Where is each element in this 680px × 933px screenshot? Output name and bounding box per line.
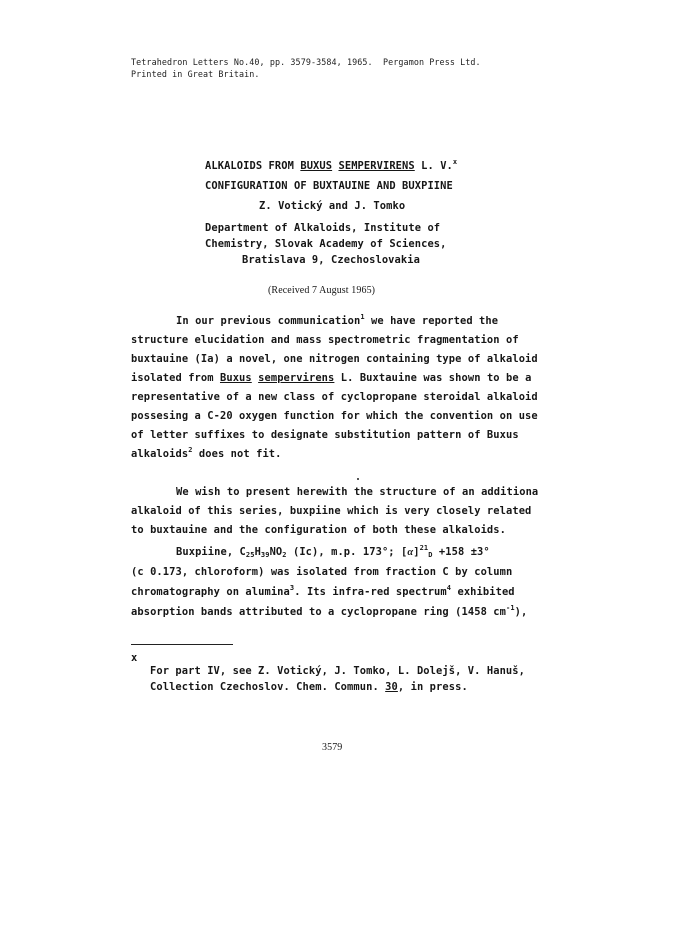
page-number: 3579	[322, 742, 343, 753]
reference-4: 4	[446, 584, 452, 592]
journal-citation: Tetrahedron Letters No.40, pp. 3579-3584, 1965.	[131, 57, 373, 67]
body-line-2: structure elucidation and mass spectrometric fragmentation of	[131, 334, 519, 346]
body-genus: Buxus	[219, 372, 252, 384]
authors: Z. Votický and J. Tomko	[259, 200, 406, 212]
body-line-8: alkaloids$^2$ does not fit.	[131, 446, 282, 460]
title-genus: BUXUS	[300, 160, 333, 172]
footnote-mark: x	[131, 652, 138, 664]
body-species: sempervirens	[258, 372, 335, 384]
body-line-14: chromatography on alumina$^3$. Its infra-red spectrum$^4$ exhibited	[131, 584, 515, 598]
affiliation-line-2: Chemistry, Slovak Academy of Sciences,	[205, 238, 447, 250]
publisher: Pergamon Press Ltd.	[382, 57, 481, 67]
alpha-symbol: α	[407, 547, 414, 558]
temperature-superscript: 21	[419, 544, 429, 552]
body-line-12: Buxpiine, $C_{25}H_{39}NO_2$ (Ic), m.p. 173°; $[\alpha]^{21}_D +158 \pm 3^\circ$	[176, 544, 490, 559]
body-line-15: absorption bands attributed to a cyclopropane ring (1458 $cm^{-1}$),	[131, 604, 528, 618]
reference-2: 2	[188, 446, 193, 454]
body-line-7: of letter suffixes to designate substitution pattern of Buxus	[131, 429, 519, 441]
title-footnote-mark: x	[452, 158, 458, 166]
body-line-13: (c 0.173, chloroform) was isolated from fraction C by column	[131, 566, 513, 578]
body-line-6: possesing a C-20 oxygen function for which the convention on use	[131, 410, 538, 422]
body-line-9: We wish to present herewith the structure of an additiona	[176, 486, 539, 498]
footnote-line-1: For part IV, see Z. Votický, J. Tomko, L. Dolejš, V. Hanuš,	[150, 665, 525, 677]
article-title: ALKALOIDS FROM BUXUS SEMPERVIRENS L. V.$^x$	[205, 158, 458, 172]
body-line-3: buxtauine (Ia) a novel, one nitrogen containing type of alkaloid	[131, 353, 538, 365]
reference-1: 1	[360, 313, 365, 321]
volume-number: 30	[385, 681, 398, 693]
affiliation-line-3: Bratislava 9, Czechoslovakia	[242, 254, 420, 266]
body-line-1: In our previous communication$^1$ we have reported the	[176, 313, 499, 327]
article-subtitle: CONFIGURATION OF BUXTAUINE AND BUXPIINE	[205, 180, 453, 192]
body-line-5: representative of a new class of cyclopropane steroidal alkaloid	[131, 391, 538, 403]
sodium-d-subscript: D	[428, 551, 433, 559]
printed-in: Printed in Great Britain.	[131, 69, 260, 79]
stray-dot	[357, 478, 359, 480]
footnote-line-2: Collection Czechoslov. Chem. Commun. 30, in press.	[150, 681, 468, 693]
footnote-rule	[131, 644, 233, 645]
reference-3: 3	[289, 584, 295, 592]
body-line-4: isolated from Buxus sempervirens L. Buxtauine was shown to be a	[131, 372, 532, 384]
received-date: (Received 7 August 1965)	[268, 285, 376, 296]
body-line-11: to buxtauine and the configuration of both these alkaloids.	[131, 524, 506, 536]
journal-header	[131, 56, 481, 68]
body-line-10: alkaloid of this series, buxpiine which is very closely related	[131, 505, 532, 517]
title-species: SEMPERVIRENS	[338, 160, 415, 172]
affiliation-line-1: Department of Alkaloids, Institute of	[205, 222, 441, 234]
